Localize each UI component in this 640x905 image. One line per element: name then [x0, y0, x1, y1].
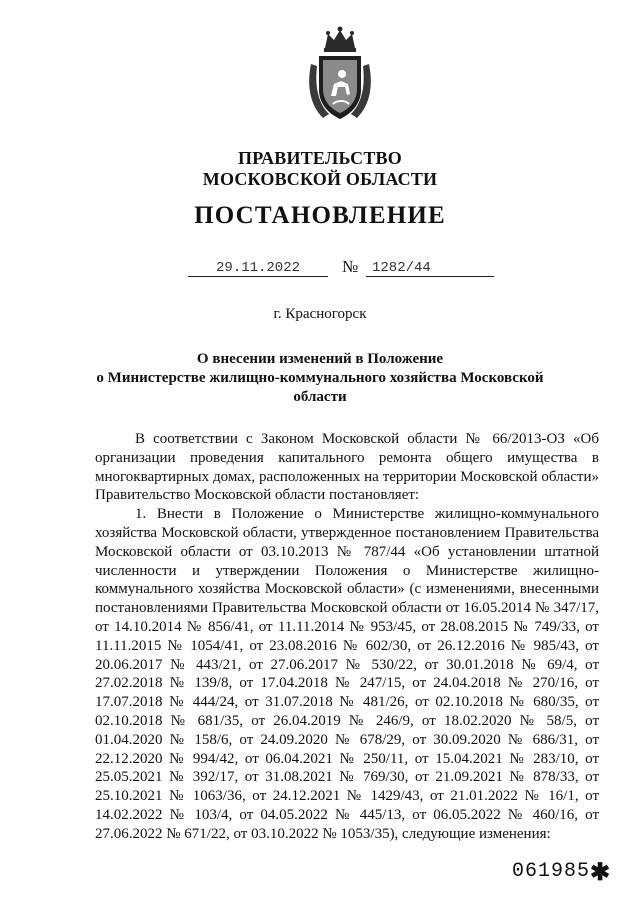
item-1-paragraph: 1. Внести в Положение о Министерстве жилищно-коммунального хозяйства Московской области, утвержденное постановлением Правительства Московской области от 03.10.2013 № 787/44 «Об установлении штатной численности и утверждении Положения о Министерстве жилищно-коммунального хозяйства Московской области» (с изменениями, внесенными постановлениями Правительства Московской области от 16.05.2014 № 347/17, от 14.10.2014 № 856/41, от 11.11.2014 № 953/45, от 28.08.2015 № 749/33, от 11.11.2015 № 1054/41, от 23.08.2016 № 602/30, от 26.12.2016 № 985/43, от 20.06.2017 № 443/21, от 27.06.2017 № 530/22, от 30.01.2018 № 69/4, от 27.02.2018 № 139/8, от 17.04.2018 № 247/15, от 24.04.2018 № 270/16, от 17.07.2018 № 444/24, от 31.07.2018 № 481/26, от 02.10.2018 № 680/35, от 02.10.2018 № 681/35, от 26.04.2019 № 246/9, от 18.02.2020 № 58/5, от 01.04.2020 № 158/6, от 24.09.2020 № 678/29, от 30.09.2020 № 686/31, от 22.12.2020 № 994/42, от 06.04.2021 № 250/11, от 15.04.2021 № 283/10, от 25.05.2021 № 392/17, от 31.08.2021 № 769/30, от 21.09.2021 № 878/33, от 25.10.2021 № 1063/36, от 24.12.2021 № 1429/43, от 21.01.2022 № 16/1, от 14.02.2022 № 103/4, от 04.05.2022 № 445/13, от 06.05.2022 № 460/16, от 27.06.2022 № 671/22, от 03.10.2022 № 1053/35), следующие изменения:: [95, 506, 599, 842]
place-of-issue: г. Красногорск: [273, 306, 367, 322]
number-sign: №: [342, 257, 359, 276]
document-body: [95, 430, 599, 844]
registration-line: [0, 257, 640, 279]
subject-line-2: о Министерстве жилищно-коммунального хозяйства Московской: [96, 370, 544, 386]
form-serial-number: 061985: [512, 860, 591, 883]
subject-line-1: О внесении изменений в Положение: [196, 351, 444, 367]
document-date: 29.11.2022: [188, 260, 328, 277]
coat-of-arms-emblem: [303, 24, 377, 126]
document-type-title: ПОСТАНОВЛЕНИЕ: [194, 202, 446, 229]
asterisk-mark: ✱: [590, 860, 611, 886]
government-line-1: ПРАВИТЕЛЬСТВО: [238, 148, 402, 168]
government-line-2: МОСКОВСКОЙ ОБЛАСТИ: [202, 169, 438, 189]
preamble-paragraph: В соответствии с Законом Московской области № 66/2013-ОЗ «Об организации проведения капитального ремонта общего имущества в многоквартирных домах, расположенных на территории Московской области» Правительство Московской области постановляет:: [95, 431, 599, 504]
document-number: 1282/44: [366, 260, 494, 277]
government-name: [0, 148, 640, 190]
subject-line-3: области: [293, 389, 347, 405]
document-subject: [0, 350, 640, 407]
